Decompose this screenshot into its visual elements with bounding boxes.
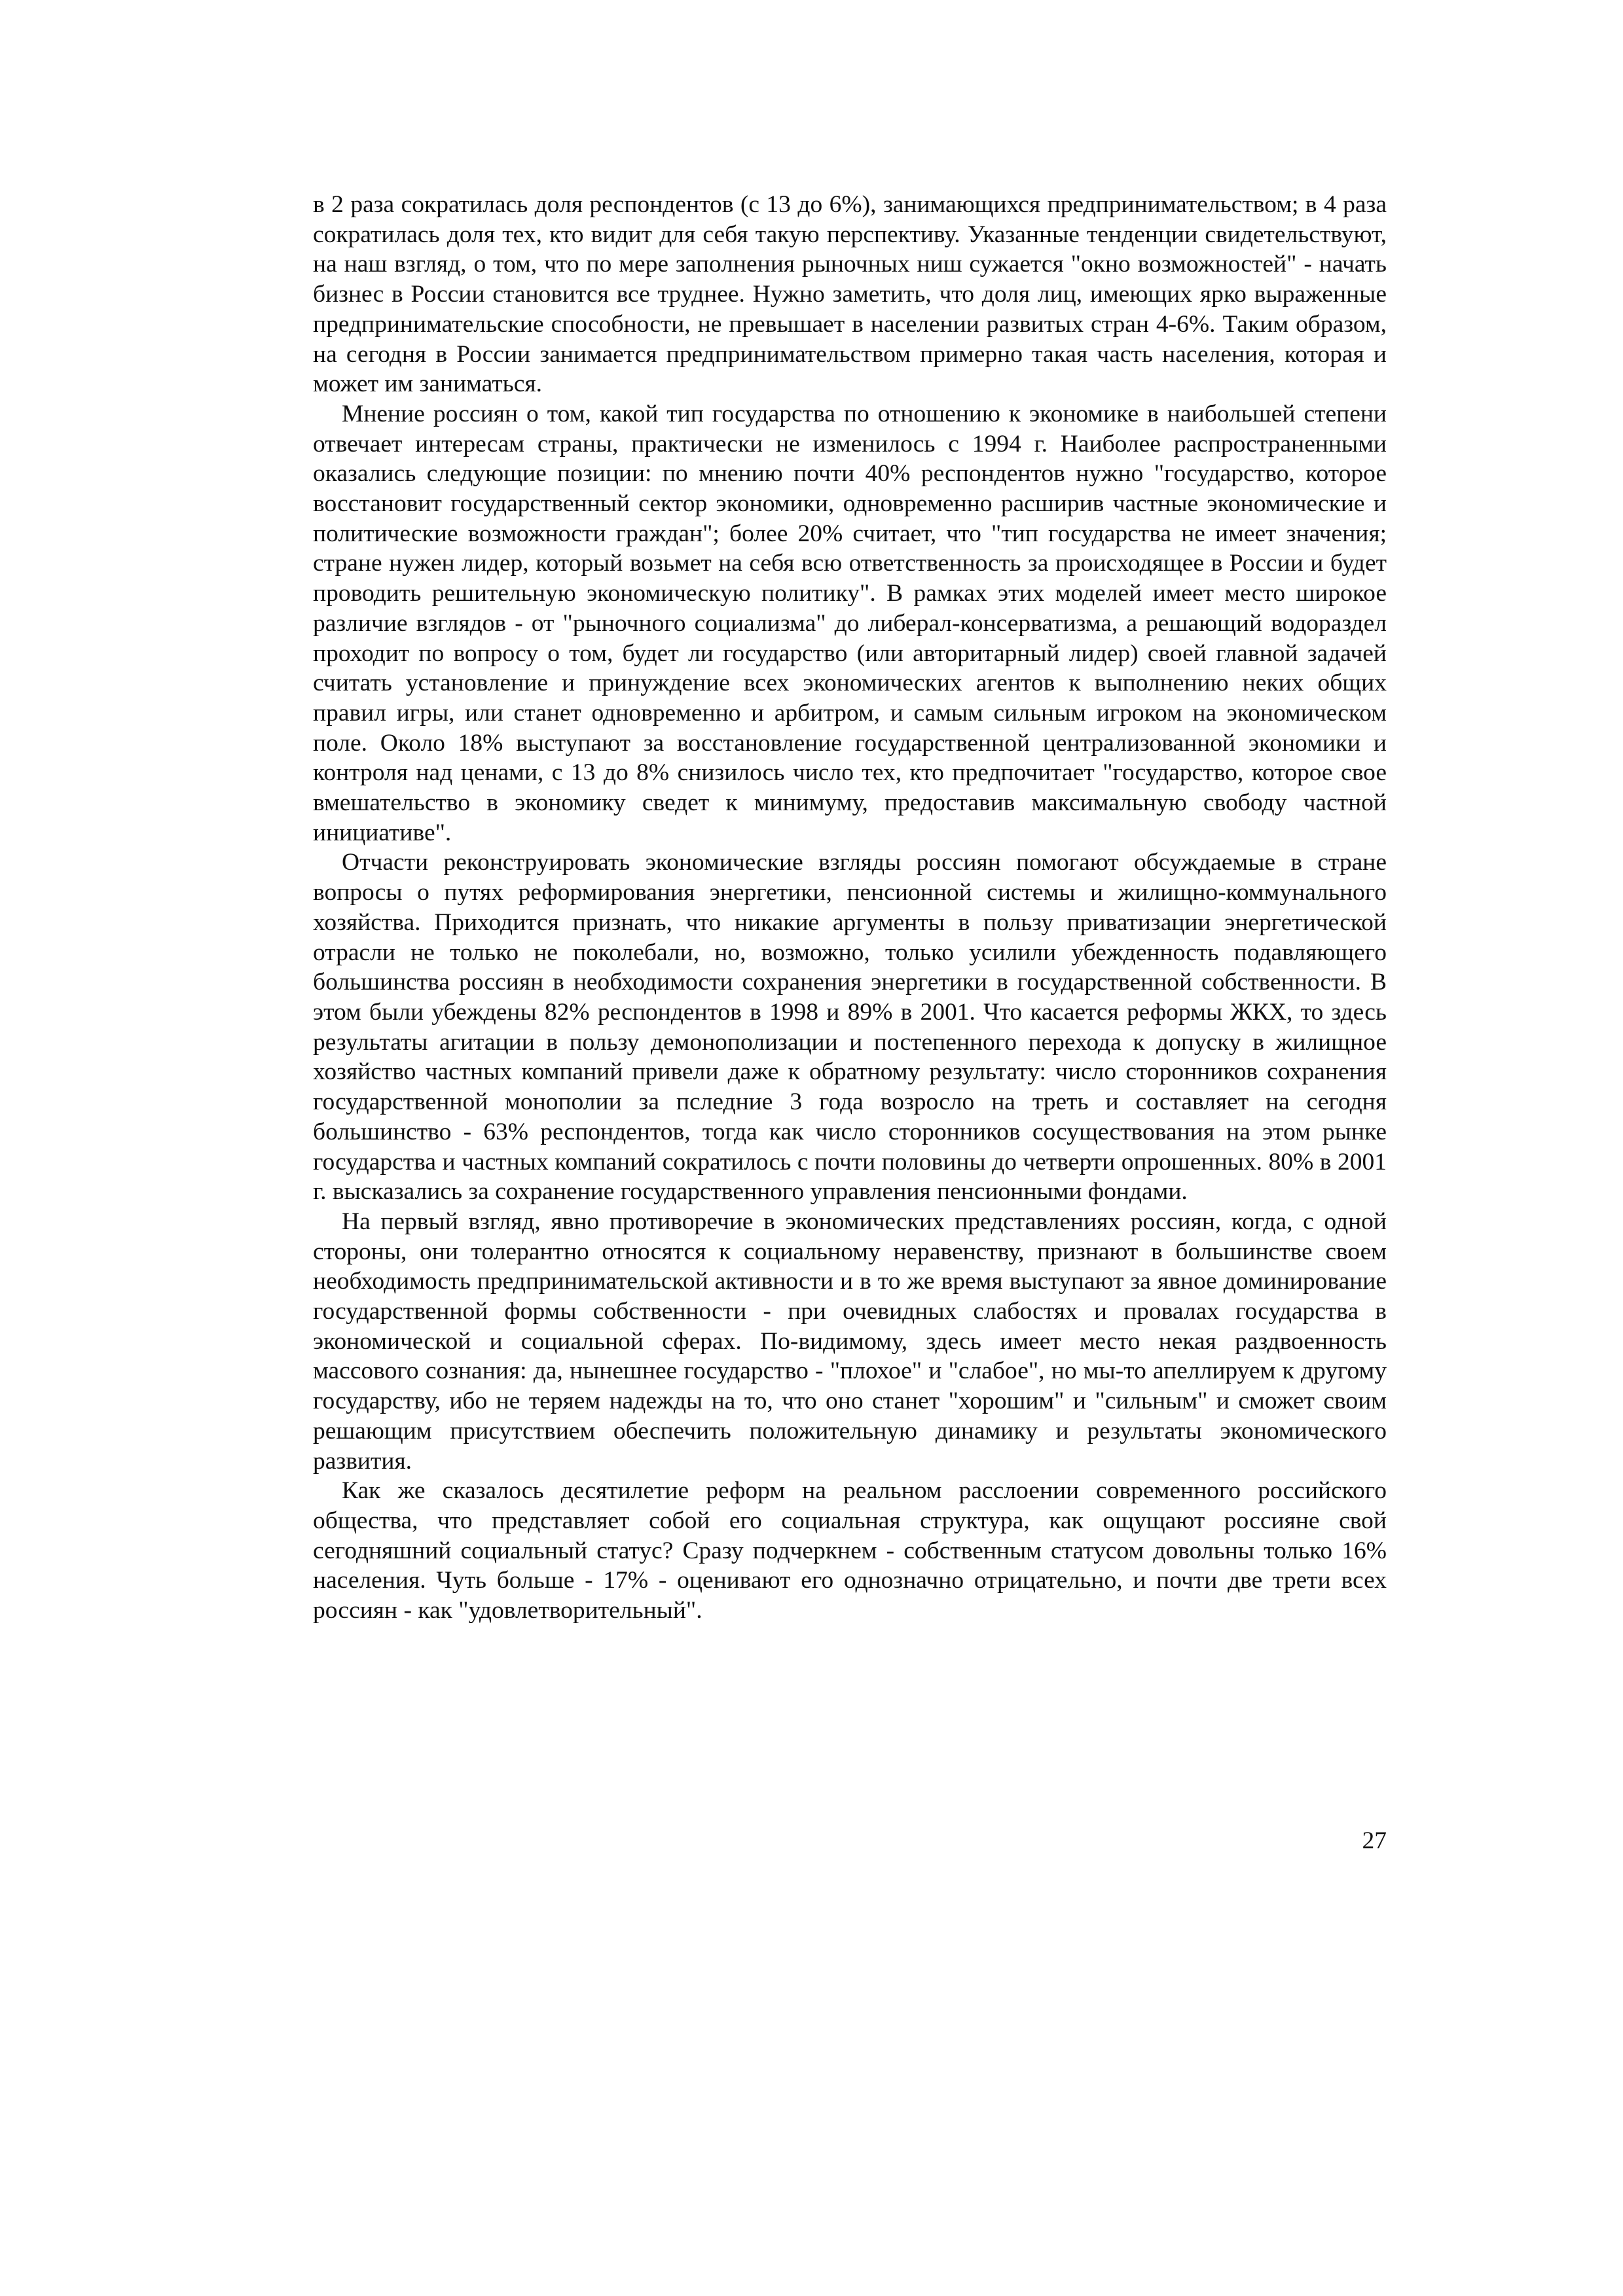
paragraph-1: в 2 раза сократилась доля респондентов (с 13 до 6%), занимающихся предпринимательством; в 4 раза сократилась доля тех, кто видит для себя такую перспективу. Указанные тенденции свидетельствуют, на наш взгляд, о том, что по мере заполнения рыночных ниш сужается "окно возможностей" - начать бизнес в России становится все труднее. Нужно заметить, что доля лиц, имеющих ярко выраженные предпринимательские способности, не превышает в населении развитых стран 4-6%. Таким образом, на сегодня в России занимается предпринимательством примерно такая часть населения, которая и может им заниматься. (313, 191, 1387, 398)
page-number: 27 (1362, 1827, 1387, 1854)
paragraph-4: На первый взгляд, явно противоречие в экономических представлениях россиян, когда, с одной стороны, они толерантно относятся к социальному неравенству, признают в большинстве своем необходимость предпринимательской активности и в то же время выступают за явное доминирование государственной формы собственности - при очевидных слабостях и провалах государства в экономической и социальной сферах. По-видимому, здесь имеет место некая раздвоенность массового сознания: да, нынешнее государство - "плохое" и "слабое", но мы-то апеллируем к другому государству, ибо не теряем надежды на то, что оно станет "хорошим" и "сильным" и сможет своим решающим присутствием обеспечить положительную динамику и результаты экономического развития. (313, 1208, 1387, 1475)
paragraph-5: Как же сказалось десятилетие реформ на реальном расслоении современного российского общества, что представляет собой его социальная структура, как ощущают россияне свой сегодняшний социальный статус? Сразу подчеркнем - собственным статусом довольны только 16% населения. Чуть больше - 17% - оценивают его однозначно отрицательно, и почти две трети всех россиян - как "удовлетворительный". (313, 1477, 1387, 1624)
paragraph-2: Мнение россиян о том, какой тип государства по отношению к экономике в наибольшей степени отвечает интересам страны, практически не изменилось с 1994 г. Наиболее распространенными оказались следующие позиции: по мнению почти 40% респондентов нужно "государство, которое восстановит государственный сектор экономики, одновременно расширив частные экономические и политические возможности граждан"; более 20% считает, что "тип государства не имеет значения; стране нужен лидер, который возьмет на себя всю ответственность за происходящее в России и будет проводить решительную экономическую политику". В рамках этих моделей имеет место широкое различие взглядов - от "рыночного социализма" до либерал-консерватизма, а решающий водораздел проходит по вопросу о том, будет ли государство (или авторитарный лидер) своей главной задачей считать установление и принуждение всех экономических агентов к выполнению неких общих правил игры, или станет одновременно и арбитром, и самым сильным игроком на экономическом поле. Около 18% выступают за восстановление государственной централизованной экономики и контроля над ценами, с 13 до 8% снизилось число тех, кто предпочитает "государство, которое свое вмешательство в экономику сведет к минимуму, предоставив максимальную свободу частной инициативе". (313, 400, 1387, 846)
paragraph-3: Отчасти реконструировать экономические взгляды россиян помогают обсуждаемые в стране вопросы о путях реформирования энергетики, пенсионной системы и жилищно-коммунального хозяйства. Приходится признать, что никакие аргументы в пользу приватизации энергетической отрасли не только не поколебали, но, возможно, только усилили убежденность подавляющего большинства россиян в необходимости сохранения энергетики в государственной собственности. В этом были убеждены 82% респондентов в 1998 и 89% в 2001. Что касается реформы ЖКХ, то здесь результаты агитации в пользу демонополизации и постепенного перехода к допуску в жилищное хозяйство частных компаний привели даже к обратному результату: число сторонников сохранения государственной монополии за пследние 3 года возросло на треть и составляет на сегодня большинство - 63% респондентов, тогда как число сторонников сосуществования на этом рынке государства и частных компаний сократилось с почти половины до четверти опрошенных. 80% в 2001 г. высказались за сохранение государственного управления пенсионными фондами. (313, 849, 1387, 1206)
body-text (313, 190, 1387, 1626)
